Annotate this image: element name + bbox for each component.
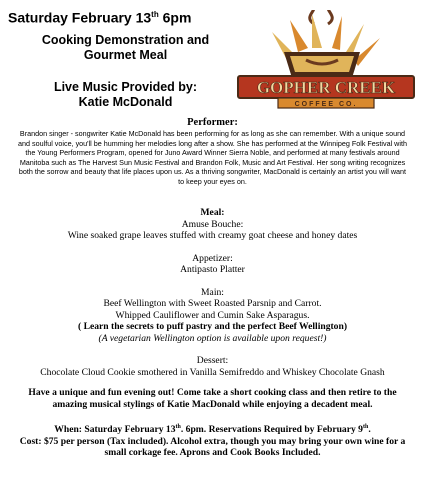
event-header xyxy=(8,6,243,110)
event-date-line xyxy=(8,6,243,27)
music-title xyxy=(8,80,243,110)
closing-info xyxy=(0,387,425,459)
cooking-title xyxy=(8,33,243,63)
main-item-2: Whipped Cauliflower and Cumin Sake Asparagus. xyxy=(115,309,310,321)
main-label: Main: xyxy=(201,286,224,298)
main-note: ( Learn the secrets to puff pastry and the perfect Beef Wellington) xyxy=(77,321,348,332)
date-suffix: th xyxy=(151,10,159,19)
invite-line-1: Have a unique and fun evening out! Come take a short cooking class and then retire to the xyxy=(28,387,397,398)
invite-line-2: amazing musical stylings of Katie MacDonald while enjoying a decadent meal. xyxy=(52,398,373,410)
logo-name: GOPHER CREEK xyxy=(256,78,396,97)
amuse-item: Wine soaked grape leaves stuffed with creamy goat cheese and honey dates xyxy=(67,230,358,241)
cost-line-2: small corkage fee. Aprons and Cook Books Included. xyxy=(104,447,321,459)
music-line-1: Live Music Provided by: xyxy=(53,79,198,94)
bio-line: the Young Performers Program, opened for Juno Award Winner Sierra Noble, and performed at many festivals around xyxy=(25,148,400,158)
appetizer-label: Appetizer: xyxy=(192,252,233,264)
steam-icon-2 xyxy=(328,10,332,24)
amuse-label: Amuse Bouche: xyxy=(181,218,244,230)
cooking-line-2: Gourmet Meal xyxy=(83,47,168,62)
event-time: 6pm xyxy=(158,9,192,26)
bio-line: Brandon singer - songwriter Katie McDonald has been performing for as long as she can remember. With a unique sound xyxy=(19,129,406,138)
dessert-label: Dessert: xyxy=(196,355,229,366)
meal-menu xyxy=(0,207,425,378)
logo-tagline: COFFEE CO. xyxy=(294,101,358,108)
when-suffix-2: th xyxy=(362,423,369,430)
vegetarian-note: (A vegetarian Wellington option is available upon request!) xyxy=(98,332,327,344)
appetizer-item: Antipasto Platter xyxy=(180,264,245,275)
when-end: . xyxy=(368,423,371,435)
when-suffix-1: th xyxy=(175,423,181,430)
bio-line: both the sorrow and beauty that life places upon us. As a thriving songwriter, MacDonald is certainly an artist you will want xyxy=(18,167,407,177)
when-line xyxy=(0,422,425,436)
bio-line: to keep your eyes on. xyxy=(178,176,247,186)
dessert-item: Chocolate Cloud Cookie smothered in Vanilla Semifreddo and Whiskey Chocolate Gnash xyxy=(40,366,385,378)
performer-heading: Performer: xyxy=(187,117,238,128)
music-line-2: Katie McDonald xyxy=(78,94,173,109)
main-item-1: Beef Wellington with Sweet Roasted Parsnip and Carrot. xyxy=(103,298,322,309)
event-date: Saturday February 13 xyxy=(8,9,152,26)
meal-heading: Meal: xyxy=(200,207,225,218)
bio-line: and soulful voice, you'll be humming her melodies long after a show. She has performed at the Winnipeg Folk Festival with xyxy=(18,138,407,148)
bio-line: Manitoba such as The Harvest Sun Music Festival and Brandon Folk, Music and Art Festival. Her song writing recognizes xyxy=(19,157,406,167)
cost-line-1: Cost: $75 per person (Tax included). Alcohol extra, though you may bring your own wine for a xyxy=(19,435,406,447)
when-date: When: Saturday February 13 xyxy=(54,423,176,435)
when-reservation: . 6pm. Reservations Required by February 9 xyxy=(180,423,363,435)
gopher-creek-logo xyxy=(232,10,420,110)
cooking-line-1: Cooking Demonstration and xyxy=(41,32,210,47)
performer-bio xyxy=(6,129,419,187)
